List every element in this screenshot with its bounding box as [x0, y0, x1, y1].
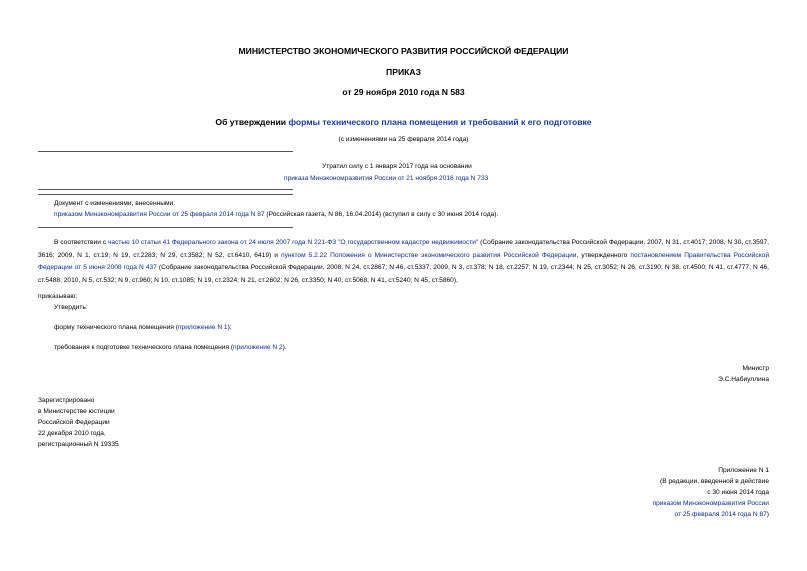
appendix-order-date — [569, 509, 769, 522]
registration-line-5: регистрационный N 19335 — [38, 441, 119, 448]
appendix-edition-note: (В редакции, введенной в действие — [660, 478, 769, 485]
signature-name: Э.С.Набиуллина — [718, 376, 769, 383]
item-text: ); — [227, 324, 232, 331]
government-resolution-link[interactable]: постановлением Правительства Российской Федерации от 5 июня 2008 года N 437 — [38, 251, 769, 271]
item-text: требования к подготовке технического плана помещения ( — [54, 344, 234, 351]
appendix-close-paren: ) — [766, 511, 769, 518]
approve-label: Утвердить: — [54, 304, 88, 311]
separator-line — [38, 227, 293, 228]
lost-force-basis-link[interactable]: приказа Минэкономразвития России от 21 ноября 2016 года N 733 — [284, 175, 489, 182]
separator-line — [38, 194, 293, 195]
federal-law-link[interactable]: частью 10 статьи 41 Федерального закона от 24 июля 2007 года N 221-ФЗ "О государственном кадастре недвижимости" — [107, 239, 479, 246]
ministry-regulation-link[interactable]: пунктом 5.2.22 Положения о Министерстве экономического развития Российской Федерации — [281, 251, 577, 259]
preamble-text: В соответствии с — [54, 239, 108, 246]
document-type: ПРИКАЗ — [386, 67, 421, 77]
preamble-paragraph — [38, 237, 769, 287]
document-date-number: от 29 ноября 2010 года N 583 — [342, 87, 465, 97]
changes-order-link[interactable]: приказом Минэкономразвития России от 25 февраля 2014 года N 87 — [54, 211, 265, 218]
preamble-text: , утвержденного — [576, 251, 631, 259]
ministry-heading: МИНИСТЕРСТВО ЭКОНОМИЧЕСКОГО РАЗВИТИЯ РОССИЙСКОЙ ФЕДЕРАЦИИ — [238, 46, 569, 56]
amendment-note: (с изменениями на 25 февраля 2014 года) — [338, 136, 469, 143]
appendix-order-date-link[interactable]: от 25 февраля 2014 года N 87 — [674, 511, 767, 518]
appendix-1-link[interactable]: приложение N 1 — [177, 324, 228, 331]
title-prefix: Об утверждении — [215, 117, 289, 127]
changes-tail: (Российская газета, N 86, 16.04.2014) (вступил в силу с 30 июня 2014 года). — [264, 211, 499, 218]
item-text: ). — [282, 344, 287, 351]
appendix-label: Приложение N 1 — [718, 467, 769, 474]
separator-line — [38, 189, 293, 190]
separator-line — [38, 151, 293, 152]
signature-position: Министр — [742, 365, 769, 372]
item-text: форму технического плана помещения ( — [54, 324, 178, 331]
appendix-order-link[interactable]: приказом Минэкономразвития России — [652, 500, 769, 507]
preamble-text: (Собрание законодательства Российской Федерации, 2007, N 31, ст.4017; 2008, N 30, ст.3597, 3616; 2009, N 1, ст.19; N 19, ст.2283; N 29, ст.3582; N 52, ст.6410, 6419) и — [38, 239, 770, 259]
title-link[interactable]: формы технического плана помещения и требований к его подготовке — [288, 117, 592, 127]
registration-line-3: Российской Федерации — [38, 419, 110, 426]
preamble-text: (Собрание законодательства Российской Федерации, 2008, N 24, ст.2867; N 46, ст.5337; 2009, N 3, ст.378; N 18, ст.2257; N 19, ст.2344; N 25, ст.3052; N 26, ст.3190; N 38, ст.4500; N 41, ст.4777; N 46, ст.5488; 2010, N 5, ст.532; N 9, ст.960; N 10, ст.1085; N 19, ст.2324; N 21, ст.2602; N 26, ст.3350; N 40, ст.5068; N 41, ст.5240; N 45, ст.5860), — [38, 264, 769, 284]
document-title — [0, 117, 807, 127]
appendix-effective-date: с 30 июня 2014 года — [707, 489, 769, 496]
registration-line-1: Зарегистрировано — [38, 397, 95, 404]
changes-label: Документ с изменениями, внесенными: — [54, 200, 176, 207]
lost-force-note: Утратил силу с 1 января 2017 года на основании — [322, 163, 472, 170]
order-word: приказываю: — [38, 293, 78, 300]
registration-line-4: 22 декабря 2010 года, — [38, 430, 106, 437]
approve-item-2 — [54, 342, 287, 355]
changes-line — [54, 209, 774, 222]
registration-line-2: в Министерстве юстиции — [38, 408, 115, 415]
appendix-2-link[interactable]: приложение N 2 — [233, 344, 283, 351]
approve-item-1 — [54, 322, 232, 335]
